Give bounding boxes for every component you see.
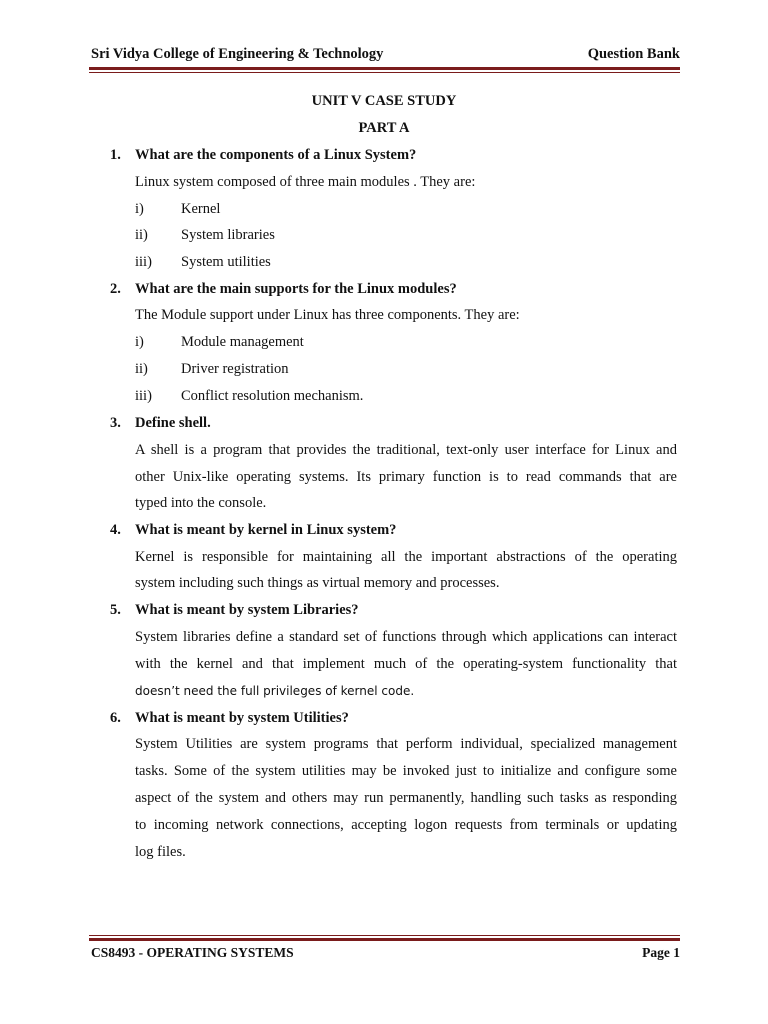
question-text: What is meant by kernel in Linux system? [135,522,397,538]
page-number: Page 1 [642,945,680,960]
question-text: What is meant by system Libraries? [135,602,359,618]
answer-intro: Linux system composed of three main modules . They are: [135,174,476,190]
answer-line: to incoming network connections, accepting logon requests from terminals or updating [135,817,677,833]
answer-line: with the kernel and that implement much of the operating-system functionality that [135,656,677,672]
page-header [91,46,680,66]
answer-line: log files. [135,844,186,860]
answer-line: aspect of the system and others may run permanently, handling such tasks as responding [135,790,677,806]
header-rule-thin [89,72,680,73]
answer-line: other Unix-like operating systems. Its primary function is to read commands that are [135,469,677,485]
question-text: Define shell. [135,415,211,431]
list-item: i) Kernel [135,201,221,217]
question-4 [110,522,396,539]
college-name: Sri Vidya College of Engineering & Technology [91,46,384,62]
question-number: 4. [110,522,121,538]
question-1 [110,147,416,164]
question-number: 3. [110,415,121,431]
question-2 [110,281,457,298]
question-number: 2. [110,281,121,297]
list-item: ii) System libraries [135,227,275,243]
footer-rule-thin [89,935,680,936]
header-rule-thick [89,67,680,70]
question-text: What are the main supports for the Linux modules? [135,281,457,297]
answer-intro: The Module support under Linux has three components. They are: [135,307,520,323]
question-text: What is meant by system Utilities? [135,710,349,726]
question-number: 6. [110,710,121,726]
list-item: i) Module management [135,334,304,350]
answer-line: System libraries define a standard set of functions through which applications can interact [135,629,677,645]
answer-line: system including such things as virtual memory and processes. [135,575,500,591]
unit-title: UNIT V CASE STUDY [311,93,457,109]
question-number: 5. [110,602,121,618]
answer-line: A shell is a program that provides the traditional, text-only user interface for Linux and [135,442,677,458]
list-item: iii) System utilities [135,254,271,270]
question-5 [110,602,359,619]
question-text: What are the components of a Linux System? [135,147,417,163]
answer-line: typed into the console. [135,495,267,511]
list-item: ii) Driver registration [135,361,289,377]
question-number: 1. [110,147,121,163]
answer-line: tasks. Some of the system utilities may be invoked just to initialize and configure some [135,763,677,779]
page-footer [91,945,680,965]
document-type: Question Bank [587,46,680,62]
question-6 [110,710,349,727]
question-3 [110,415,211,432]
answer-line: doesn’t need the full privileges of kernel code. [135,684,415,698]
answer-line: Kernel is responsible for maintaining all the important abstractions of the operating [135,549,677,565]
part-title: PART A [358,120,410,136]
footer-rule-thick [89,938,680,941]
list-item: iii) Conflict resolution mechanism. [135,388,364,404]
course-code: CS8493 - OPERATING SYSTEMS [91,945,294,960]
answer-line: System Utilities are system programs that perform individual, specialized management [135,736,677,752]
